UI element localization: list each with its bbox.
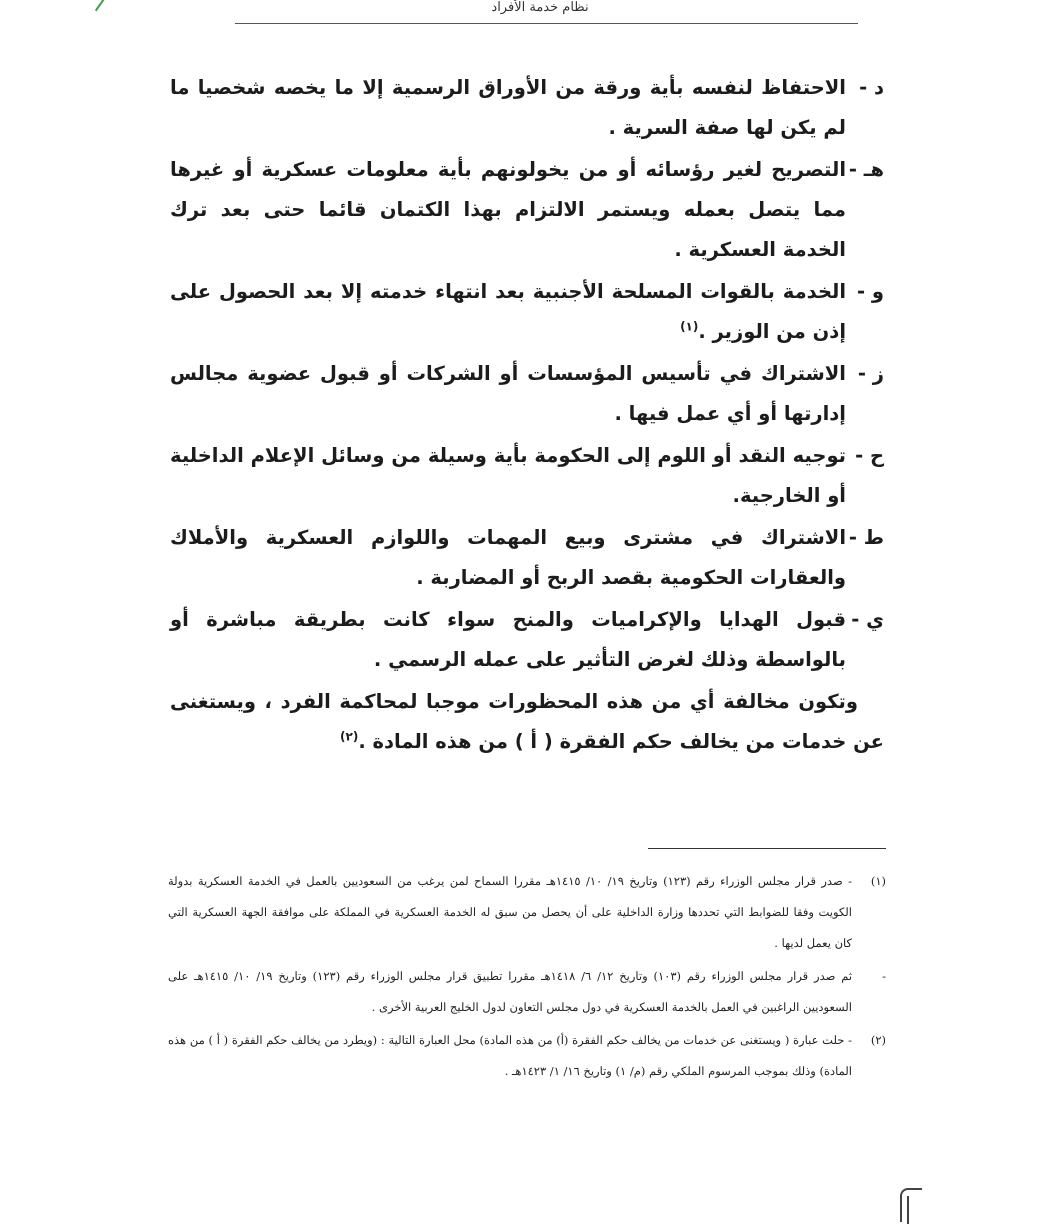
- item-marker: ط -: [848, 526, 884, 549]
- item-marker: ي -: [851, 608, 884, 631]
- list-item: [170, 272, 884, 352]
- item-text: توجيه النقد أو اللوم إلى الحكومة بأية وسيلة من وسائل الإعلام الداخلية أو الخارجية.: [170, 444, 846, 507]
- footnote-rule: [648, 848, 886, 849]
- item-marker: ز -: [857, 362, 884, 385]
- closing-paragraph: وتكون مخالفة أي من هذه المحظورات موجبا لمحاكمة الفرد ، ويستغنى عن خدمات من يخالف حكم الفقرة ( أ ) من هذه المادة .$^{(٢)}$: [170, 690, 884, 753]
- list-item: [170, 68, 884, 148]
- item-text: الاحتفاظ لنفسه بأية ورقة من الأوراق الرسمية إلا ما يخصه شخصيا ما لم يكن لها صفة السرية .: [170, 76, 846, 139]
- footnote-text: - حلت عبارة ( ويستغنى عن خدمات من يخالف حكم الفقرة (أ) من هذه المادة) محل العبارة التالية : (ويطرد من يخالف حكم الفقرة ( أ ) من هذه المادة) وذلك بموجب المرسوم الملكي رقم (م/ ١) وتاريخ ١٦/ ١/ ١٤٢٣هـ .: [168, 1033, 852, 1078]
- header-rule: [235, 23, 858, 24]
- footnote-ref: (٢): [340, 729, 359, 744]
- item-text: التصريح لغير رؤسائه أو من يخولونهم بأية معلومات عسكرية أو غيرها مما يتصل بعمله ويستمر الالتزام بهذا الكتمان قائما حتى بعد ترك الخدمة العسكرية .: [170, 158, 846, 261]
- list-item: [170, 436, 884, 516]
- item-text: الاشتراك في مشترى وبيع المهمات واللوازم العسكرية والأملاك والعقارات الحكومية بقصد الربح أو المضاربة .: [170, 526, 846, 589]
- footnote: [168, 1025, 886, 1087]
- corner-mark: [83, 0, 104, 11]
- footnote-number: -: [882, 969, 886, 983]
- item-text: الاشتراك في تأسيس المؤسسات أو الشركات أو قبول عضوية مجالس إدارتها أو أي عمل فيها .: [170, 362, 846, 425]
- list-item: [170, 600, 884, 680]
- item-text: الخدمة بالقوات المسلحة الأجنبية بعد انتهاء خدمته إلا بعد الحصول على إذن من الوزير .$^{(١)}$: [170, 280, 846, 343]
- running-header: نظام خدمة الأفراد: [491, 0, 589, 15]
- footnote-text: ثم صدر قرار مجلس الوزراء رقم (١٠٣) وتاريخ ١٢/ ٦/ ١٤١٨هـ مقررا تطبيق قرار مجلس الوزراء رقم (١٢٣) وتاريخ ١٩/ ١٠/ ١٤١٥هـ على السعوديين الراغبين في العمل بالخدمة العسكرية في دول مجلس التعاون لدول الخليج العربية الأخرى .: [168, 969, 853, 1014]
- list-item: [170, 518, 884, 598]
- item-marker: و -: [856, 280, 884, 303]
- footnote-number: (١): [870, 874, 886, 888]
- item-marker: د -: [859, 76, 884, 99]
- article-body: [170, 68, 884, 762]
- footnote-text: - صدر قرار مجلس الوزراء رقم (١٢٣) وتاريخ ١٩/ ١٠/ ١٤١٥هـ مقررا السماح لمن يرغب من السعوديين بالعمل في الخدمة العسكرية بدولة الكويت وفقا للضوابط التي تحددها وزارة الداخلية على أن يحصل من سبق له الخدمة العسكرية في المملكة على موافقة الجهة العسكرية التي كان يعمل لديها .: [168, 874, 852, 950]
- page-bracket-mark: [900, 1188, 922, 1222]
- footnote: [168, 961, 886, 1023]
- item-marker: هـ -: [848, 158, 884, 181]
- item-marker: ح -: [855, 444, 884, 467]
- list-item: [170, 354, 884, 434]
- item-text: قبول الهدايا والإكراميات والمنح سواء كانت بطريقة مباشرة أو بالواسطة وذلك لغرض التأثير على عمله الرسمي .: [170, 608, 846, 671]
- list-item: [170, 150, 884, 270]
- footnote-ref: (١): [680, 319, 699, 334]
- footnote: [168, 866, 886, 959]
- footnotes: [168, 866, 886, 1089]
- footnote-number: (٢): [870, 1033, 886, 1047]
